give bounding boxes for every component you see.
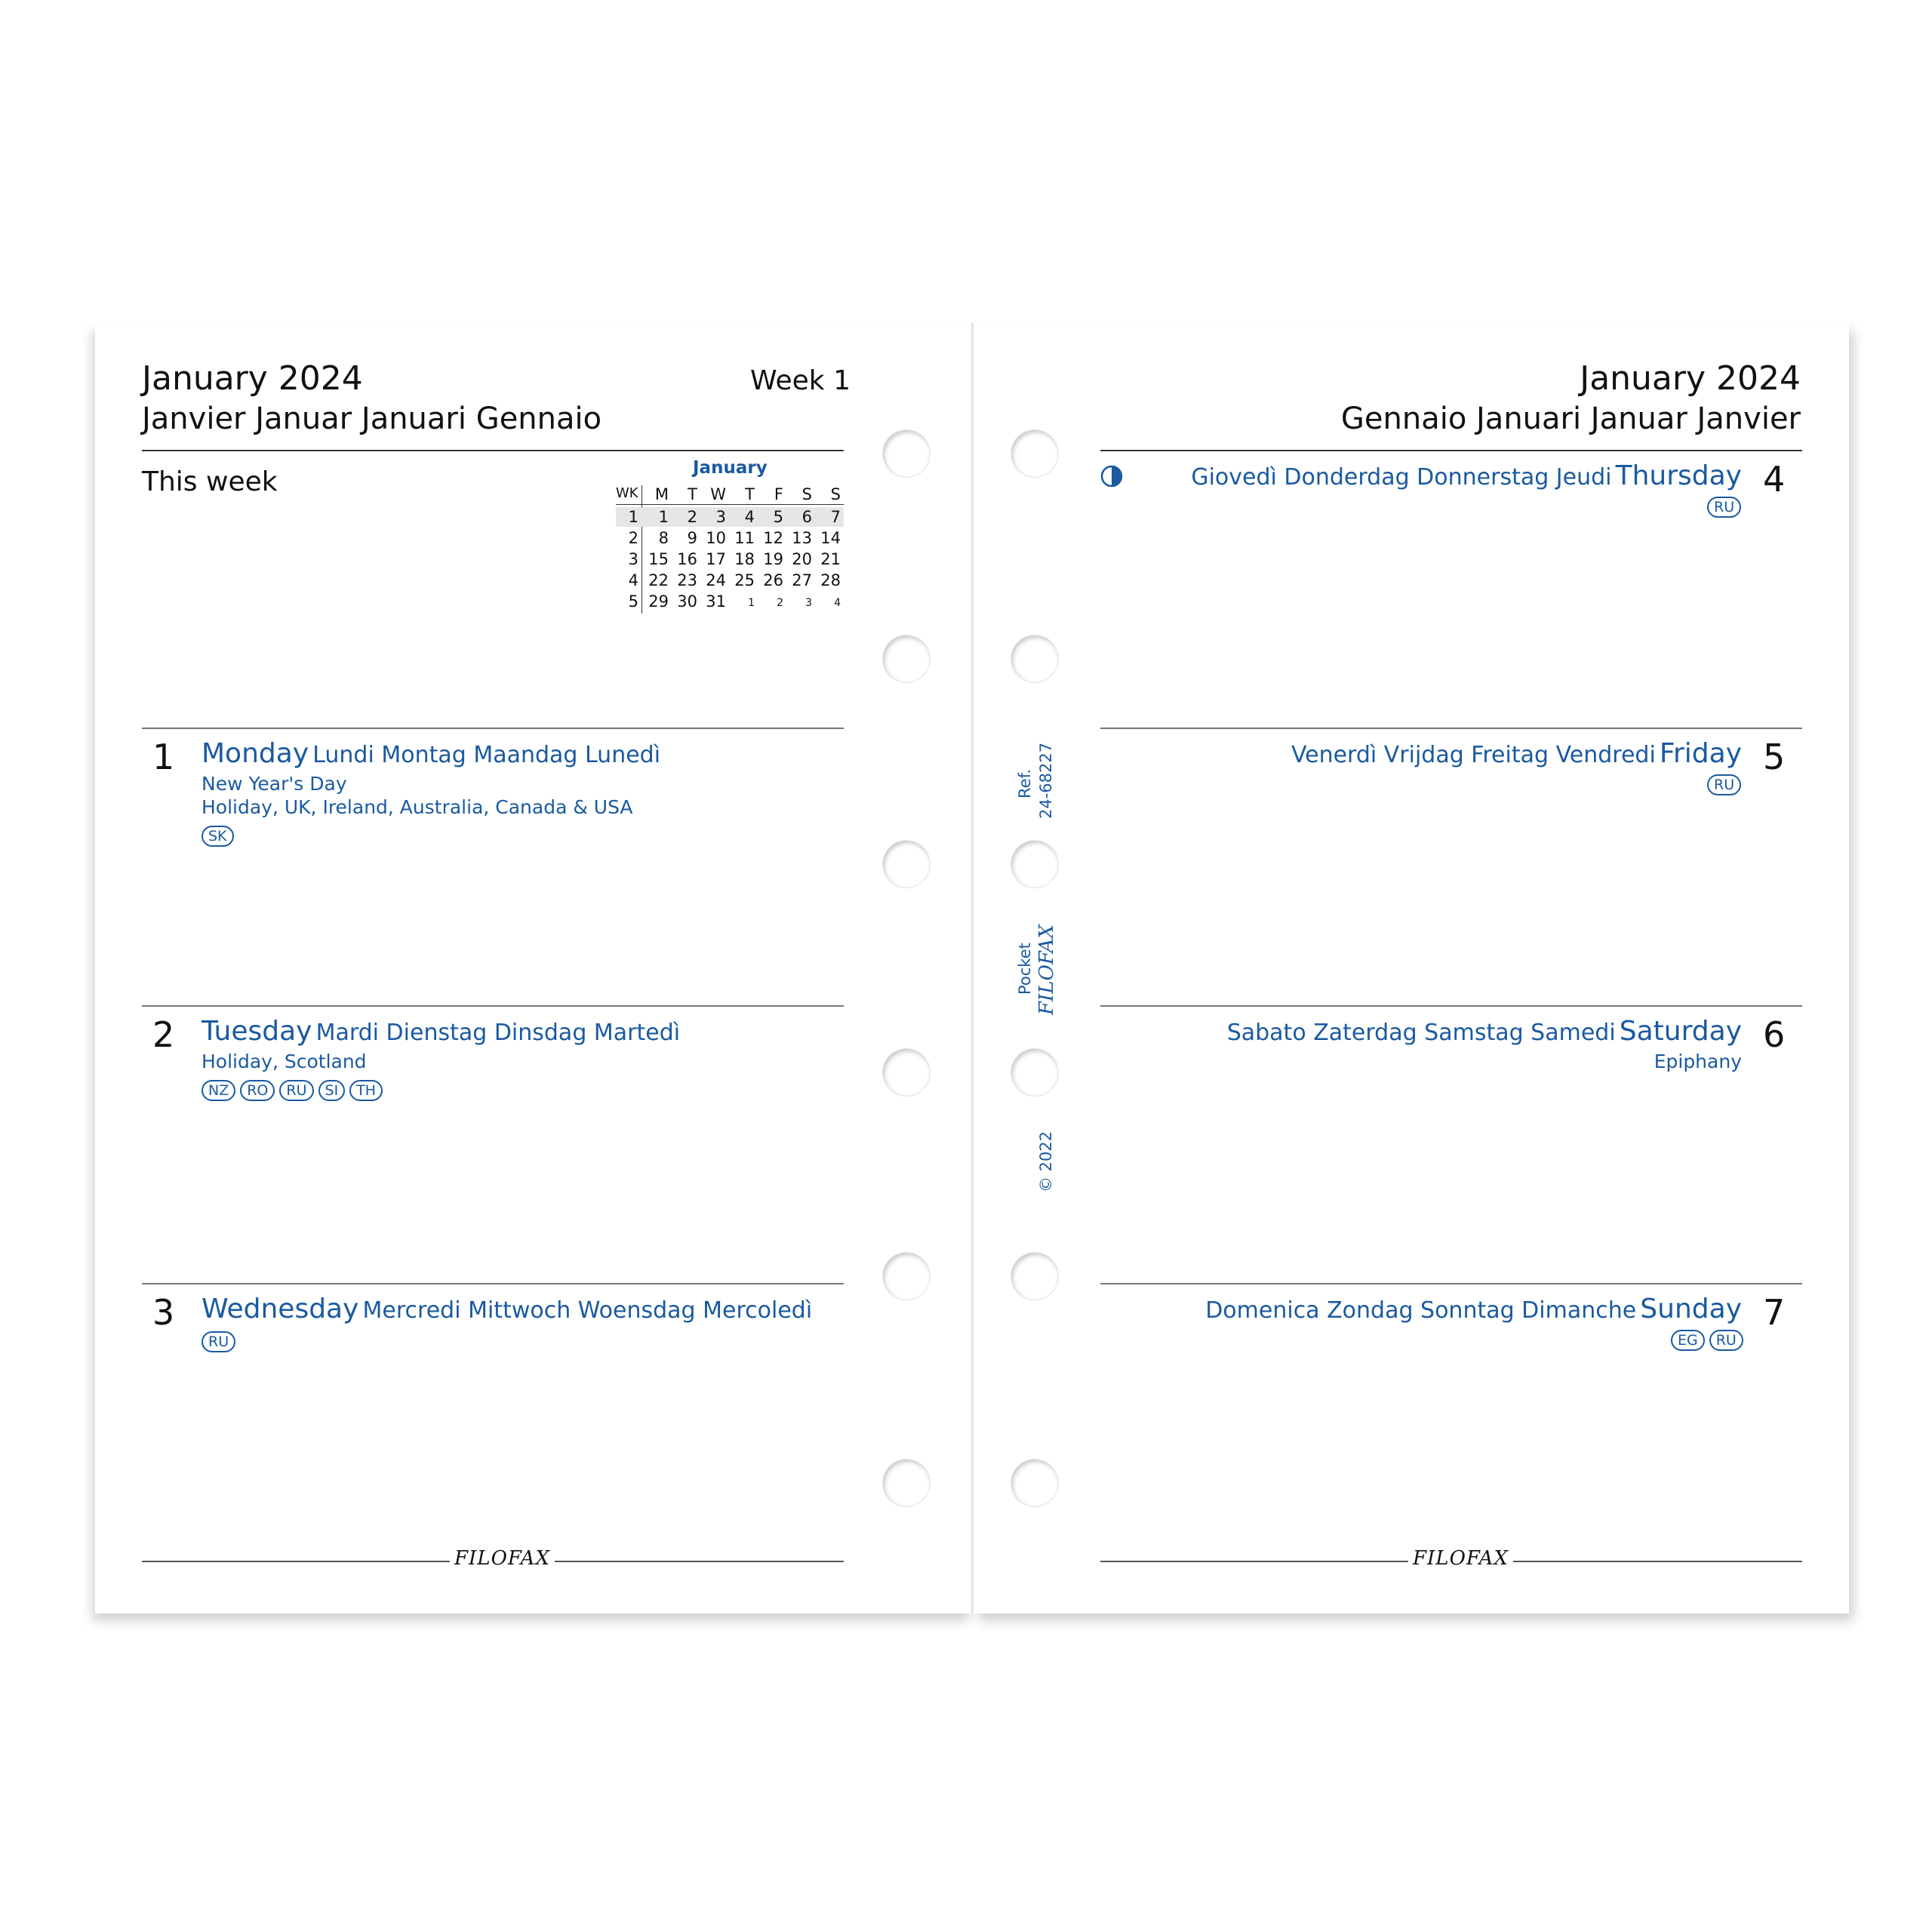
- mini-calendar-day: 19: [763, 550, 783, 568]
- day-divider: [1100, 728, 1802, 729]
- mini-calendar-day: 16: [677, 550, 697, 568]
- filofax-logo: FILOFAX: [1408, 1547, 1513, 1570]
- country-badge: SI: [318, 1080, 346, 1101]
- day-name: Thursday: [1615, 460, 1742, 491]
- day-name-translations: Lundi Montag Maandag Lunedì: [312, 742, 661, 768]
- mini-calendar-day: 23: [677, 571, 697, 589]
- mini-calendar-week-number: 2: [628, 529, 638, 547]
- mini-calendar-month: January: [693, 458, 768, 478]
- mini-calendar-day: 24: [706, 571, 726, 589]
- day-name-translations: Sabato Zaterdag Samstag Samedi: [1226, 1020, 1616, 1046]
- week-label: Week 1: [750, 365, 851, 396]
- mini-calendar-day: 28: [820, 571, 841, 589]
- day-name: Tuesday: [202, 1016, 312, 1047]
- mini-calendar-day: 11: [734, 529, 755, 547]
- mini-calendar-day: 1: [658, 508, 669, 526]
- mini-calendar-day: 18: [734, 550, 755, 568]
- day-number: 5: [1763, 737, 1786, 777]
- binder-hole: [1011, 1253, 1058, 1300]
- mini-calendar-day: 6: [801, 508, 812, 526]
- country-badge: TH: [349, 1080, 383, 1101]
- day-name-translations: Mercredi Mittwoch Woensdag Mercoledì: [362, 1297, 813, 1324]
- mini-calendar-day-header: M: [654, 485, 669, 503]
- mini-calendar-day-header: W: [710, 485, 726, 503]
- mini-calendar-day: 15: [648, 550, 669, 568]
- mini-calendar-day: 14: [820, 529, 841, 547]
- mini-calendar-day: 31: [706, 592, 726, 611]
- mini-calendar-day: 12: [763, 529, 783, 547]
- this-week-label: This week: [142, 466, 278, 497]
- country-badge: SK: [202, 826, 234, 847]
- day-number: 1: [152, 737, 175, 777]
- mini-calendar-day: 2: [777, 597, 783, 609]
- filofax-logo: FILOFAX: [450, 1547, 555, 1570]
- day-number: 6: [1763, 1014, 1786, 1055]
- mini-calendar-day: 20: [792, 550, 812, 568]
- left-page-subtitle: Janvier Januar Januari Gennaio: [142, 401, 602, 436]
- mini-calendar-day: 5: [773, 508, 783, 526]
- mini-calendar-day: 9: [687, 529, 697, 547]
- day-name: Wednesday: [202, 1294, 359, 1324]
- day-number: 7: [1763, 1292, 1786, 1333]
- mini-calendar-week-number: 3: [628, 550, 638, 568]
- day-divider: [1100, 1283, 1802, 1284]
- mini-calendar-week-number: 5: [628, 592, 638, 611]
- binder-hole: [883, 1049, 930, 1096]
- binder-hole: [883, 841, 930, 888]
- binder-hole: [1011, 1049, 1058, 1096]
- mini-calendar-header-rule: [616, 504, 844, 505]
- day-name-translations: Venerdì Vrijdag Freitag Vendredi: [1291, 742, 1656, 768]
- country-badge: RU: [1707, 497, 1741, 518]
- binder-hole: [1011, 1460, 1058, 1506]
- spine-filofax-logo: FILOFAX: [1035, 924, 1058, 1015]
- mini-calendar-day: 21: [820, 550, 841, 568]
- right-page-subtitle: Gennaio Januari Januar Janvier: [1340, 401, 1801, 436]
- day-number: 2: [152, 1014, 175, 1055]
- copyright-text: © 2022: [1037, 1131, 1055, 1192]
- country-badge: RU: [279, 1080, 313, 1101]
- day-name: Monday: [202, 738, 309, 769]
- day-note: New Year's Day: [202, 773, 347, 795]
- mini-calendar-week-number: 1: [628, 508, 638, 526]
- mini-calendar-day-header: F: [774, 485, 783, 503]
- day-name-translations: Mardi Dienstag Dinsdag Martedì: [315, 1020, 681, 1046]
- day-name-translations: Giovedì Donderdag Donnerstag Jeudi: [1191, 464, 1612, 491]
- binder-hole: [883, 1253, 930, 1300]
- day-divider: [142, 1283, 844, 1284]
- mini-calendar-day: 7: [830, 508, 841, 526]
- mini-calendar-day: 8: [658, 529, 669, 547]
- mini-calendar-day: 2: [687, 508, 697, 526]
- mini-calendar-day: 10: [706, 529, 726, 547]
- mini-calendar-day: 30: [677, 592, 697, 611]
- day-number: 3: [152, 1292, 175, 1333]
- country-badge: NZ: [202, 1080, 235, 1101]
- mini-calendar-day: 22: [648, 571, 669, 589]
- mini-calendar-day: 4: [744, 508, 755, 526]
- country-badge: RU: [202, 1331, 235, 1352]
- left-page-title: January 2024: [142, 359, 363, 398]
- binder-hole: [883, 1460, 930, 1506]
- day-note: Epiphany: [1654, 1051, 1742, 1072]
- day-divider: [1100, 1005, 1802, 1007]
- day-name: Friday: [1659, 738, 1742, 769]
- day-divider: [142, 1005, 844, 1007]
- country-badges: [202, 1080, 383, 1101]
- mini-calendar-day: 26: [763, 571, 783, 589]
- ref-label: Ref.: [1016, 768, 1034, 798]
- day-note: Holiday, UK, Ireland, Australia, Canada & USA: [202, 796, 633, 818]
- mini-calendar-day: 1: [748, 597, 755, 609]
- country-badges: [202, 826, 234, 847]
- day-note: Holiday, Scotland: [202, 1051, 367, 1072]
- mini-calendar-day: 17: [706, 550, 726, 568]
- mini-calendar-day-header: T: [688, 485, 697, 503]
- mini-calendar-day: 27: [792, 571, 812, 589]
- right-header-rule: [1100, 450, 1802, 451]
- ref-number: 24-68227: [1037, 742, 1055, 819]
- mini-calendar-day: 25: [734, 571, 755, 589]
- page-spine: [971, 323, 974, 1614]
- country-badge: RU: [1707, 774, 1741, 795]
- binder-hole: [883, 430, 930, 477]
- mini-calendar-day: 3: [715, 508, 726, 526]
- country-badge: RU: [1709, 1330, 1743, 1351]
- country-badges: [1707, 774, 1741, 795]
- day-name-translations: Domenica Zondag Sonntag Dimanche: [1205, 1297, 1637, 1324]
- day-name: Saturday: [1619, 1016, 1742, 1047]
- binder-hole: [883, 635, 930, 682]
- binder-hole: [1011, 841, 1058, 888]
- binder-hole: [1011, 635, 1058, 682]
- left-header-rule: [142, 450, 844, 451]
- binder-hole: [1011, 430, 1058, 477]
- day-name: Sunday: [1640, 1294, 1742, 1324]
- mini-calendar-day-header: S: [801, 485, 812, 503]
- day-number: 4: [1763, 459, 1786, 500]
- first-quarter-moon-icon: [1100, 465, 1123, 488]
- mini-calendar-week-number: 4: [628, 571, 638, 589]
- mini-calendar-day-header: T: [745, 485, 755, 503]
- right-page-title: January 2024: [1580, 359, 1801, 398]
- mini-calendar-wk-header: WK: [616, 485, 638, 501]
- mini-calendar-day: 3: [805, 597, 812, 609]
- country-badge: EG: [1671, 1330, 1705, 1351]
- mini-calendar-day: 4: [834, 597, 841, 609]
- country-badge: RO: [240, 1080, 275, 1101]
- mini-calendar-day: 13: [792, 529, 812, 547]
- day-divider: [142, 728, 844, 729]
- mini-calendar-day-header: S: [830, 485, 841, 503]
- country-badges: [1671, 1330, 1743, 1351]
- country-badges: [202, 1331, 235, 1352]
- mini-calendar-day: 29: [648, 592, 669, 611]
- country-badges: [1707, 497, 1741, 518]
- size-label: Pocket: [1016, 943, 1034, 995]
